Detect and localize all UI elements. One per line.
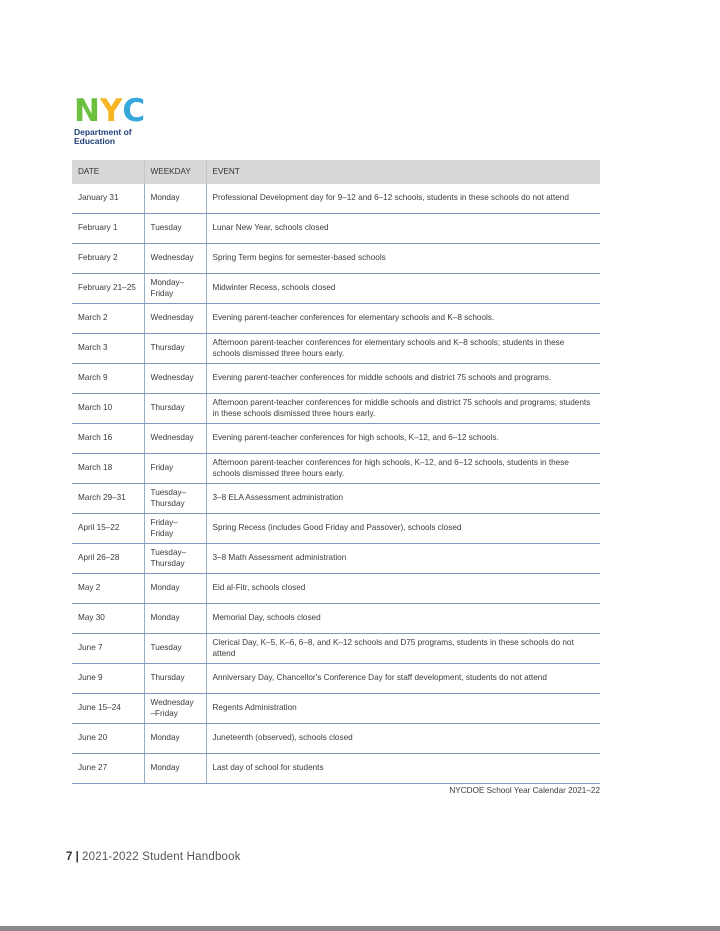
cell-weekday: Monday–Friday: [144, 274, 206, 304]
cell-date: May 2: [72, 574, 144, 604]
table-row: [72, 274, 600, 304]
nyc-logo-mark: [74, 93, 145, 129]
header-date: DATE: [72, 160, 144, 184]
cell-weekday: Tuesday: [144, 214, 206, 244]
logo-letter-y: Y: [99, 93, 122, 129]
school-calendar-table: [72, 160, 600, 784]
cell-date: May 30: [72, 604, 144, 634]
table-row: [72, 544, 600, 574]
bottom-divider: [0, 926, 720, 931]
logo-department-text: [74, 128, 144, 146]
table-row: [72, 244, 600, 274]
cell-date: June 27: [72, 754, 144, 784]
footer-separator: |: [75, 851, 80, 863]
table-row: [72, 574, 600, 604]
table-row: [72, 424, 600, 454]
cell-weekday: Thursday: [144, 334, 206, 364]
table-row: [72, 664, 600, 694]
table-row: [72, 514, 600, 544]
cell-event: Memorial Day, schools closed: [206, 604, 600, 634]
cell-event: Professional Development day for 9–12 and 6–12 schools, students in these schools do not attend: [206, 184, 600, 214]
table-row: [72, 364, 600, 394]
cell-weekday: Tuesday–Thursday: [144, 484, 206, 514]
cell-date: February 21–25: [72, 274, 144, 304]
logo-dept-line-1: Department of: [74, 127, 132, 137]
cell-weekday: Tuesday–Thursday: [144, 544, 206, 574]
table-row: [72, 604, 600, 634]
cell-event: Evening parent-teacher conferences for middle schools and district 75 schools and programs.: [206, 364, 600, 394]
cell-event: Afternoon parent-teacher conferences for middle schools and district 75 schools and programs; students in these schools dismissed three hours early.: [206, 394, 600, 424]
table-row: [72, 334, 600, 364]
logo-letter-n: N: [74, 93, 99, 129]
table-row: [72, 754, 600, 784]
table-row: [72, 184, 600, 214]
cell-event: Midwinter Recess, schools closed: [206, 274, 600, 304]
table-row: [72, 634, 600, 664]
logo-letter-c: C: [122, 93, 145, 129]
cell-event: Evening parent-teacher conferences for high schools, K–12, and 6–12 schools.: [206, 424, 600, 454]
cell-date: June 15–24: [72, 694, 144, 724]
cell-event: Afternoon parent-teacher conferences for elementary schools and K–8 schools; students in these schools dismissed three hours early.: [206, 334, 600, 364]
cell-event: Eid al-Fitr, schools closed: [206, 574, 600, 604]
cell-weekday: Wednesday –Friday: [144, 694, 206, 724]
cell-weekday: Friday–Friday: [144, 514, 206, 544]
cell-weekday: Monday: [144, 724, 206, 754]
cell-weekday: Monday: [144, 184, 206, 214]
table-row: [72, 724, 600, 754]
cell-date: June 9: [72, 664, 144, 694]
cell-date: March 3: [72, 334, 144, 364]
cell-date: March 29–31: [72, 484, 144, 514]
footer-title: 2021-2022 Student Handbook: [82, 851, 241, 863]
table-row: [72, 454, 600, 484]
table-body: [72, 184, 600, 784]
cell-weekday: Tuesday: [144, 634, 206, 664]
cell-date: April 26–28: [72, 544, 144, 574]
table-caption: NYCDOE School Year Calendar 2021–22: [449, 786, 600, 795]
cell-date: March 9: [72, 364, 144, 394]
table-row: [72, 394, 600, 424]
cell-date: April 15–22: [72, 514, 144, 544]
table-row: [72, 484, 600, 514]
header-event: EVENT: [206, 160, 600, 184]
cell-date: January 31: [72, 184, 144, 214]
table-row: [72, 304, 600, 334]
cell-weekday: Wednesday: [144, 304, 206, 334]
cell-event: 3–8 ELA Assessment administration: [206, 484, 600, 514]
cell-event: Afternoon parent-teacher conferences for high schools, K–12, and 6–12 schools, students in these schools dismissed three hours early.: [206, 454, 600, 484]
cell-weekday: Monday: [144, 604, 206, 634]
cell-event: Lunar New Year, schools closed: [206, 214, 600, 244]
cell-weekday: Wednesday: [144, 244, 206, 274]
cell-date: March 16: [72, 424, 144, 454]
cell-date: February 2: [72, 244, 144, 274]
cell-event: 3–8 Math Assessment administration: [206, 544, 600, 574]
cell-event: Spring Recess (includes Good Friday and Passover), schools closed: [206, 514, 600, 544]
page-footer: [66, 851, 241, 863]
table-row: [72, 214, 600, 244]
cell-weekday: Thursday: [144, 664, 206, 694]
cell-weekday: Friday: [144, 454, 206, 484]
page-number: 7: [66, 851, 73, 863]
cell-event: Clerical Day, K–5, K–6, 6–8, and K–12 schools and D75 programs, students in these schools do not attend: [206, 634, 600, 664]
cell-weekday: Monday: [144, 754, 206, 784]
logo-dept-line-2: Education: [74, 136, 116, 146]
cell-weekday: Thursday: [144, 394, 206, 424]
cell-event: Evening parent-teacher conferences for elementary schools and K–8 schools.: [206, 304, 600, 334]
cell-weekday: Wednesday: [144, 424, 206, 454]
table-header-row: [72, 160, 600, 184]
cell-date: June 7: [72, 634, 144, 664]
cell-date: February 1: [72, 214, 144, 244]
cell-weekday: Monday: [144, 574, 206, 604]
cell-event: Anniversary Day, Chancellor's Conference Day for staff development, students do not attend: [206, 664, 600, 694]
header-weekday: WEEKDAY: [144, 160, 206, 184]
cell-event: Last day of school for students: [206, 754, 600, 784]
nyc-doe-logo: [74, 93, 145, 146]
cell-date: June 20: [72, 724, 144, 754]
cell-event: Spring Term begins for semester-based schools: [206, 244, 600, 274]
cell-event: Juneteenth (observed), schools closed: [206, 724, 600, 754]
cell-date: March 10: [72, 394, 144, 424]
cell-date: March 18: [72, 454, 144, 484]
table-row: [72, 694, 600, 724]
cell-weekday: Wednesday: [144, 364, 206, 394]
cell-date: March 2: [72, 304, 144, 334]
cell-event: Regents Administration: [206, 694, 600, 724]
